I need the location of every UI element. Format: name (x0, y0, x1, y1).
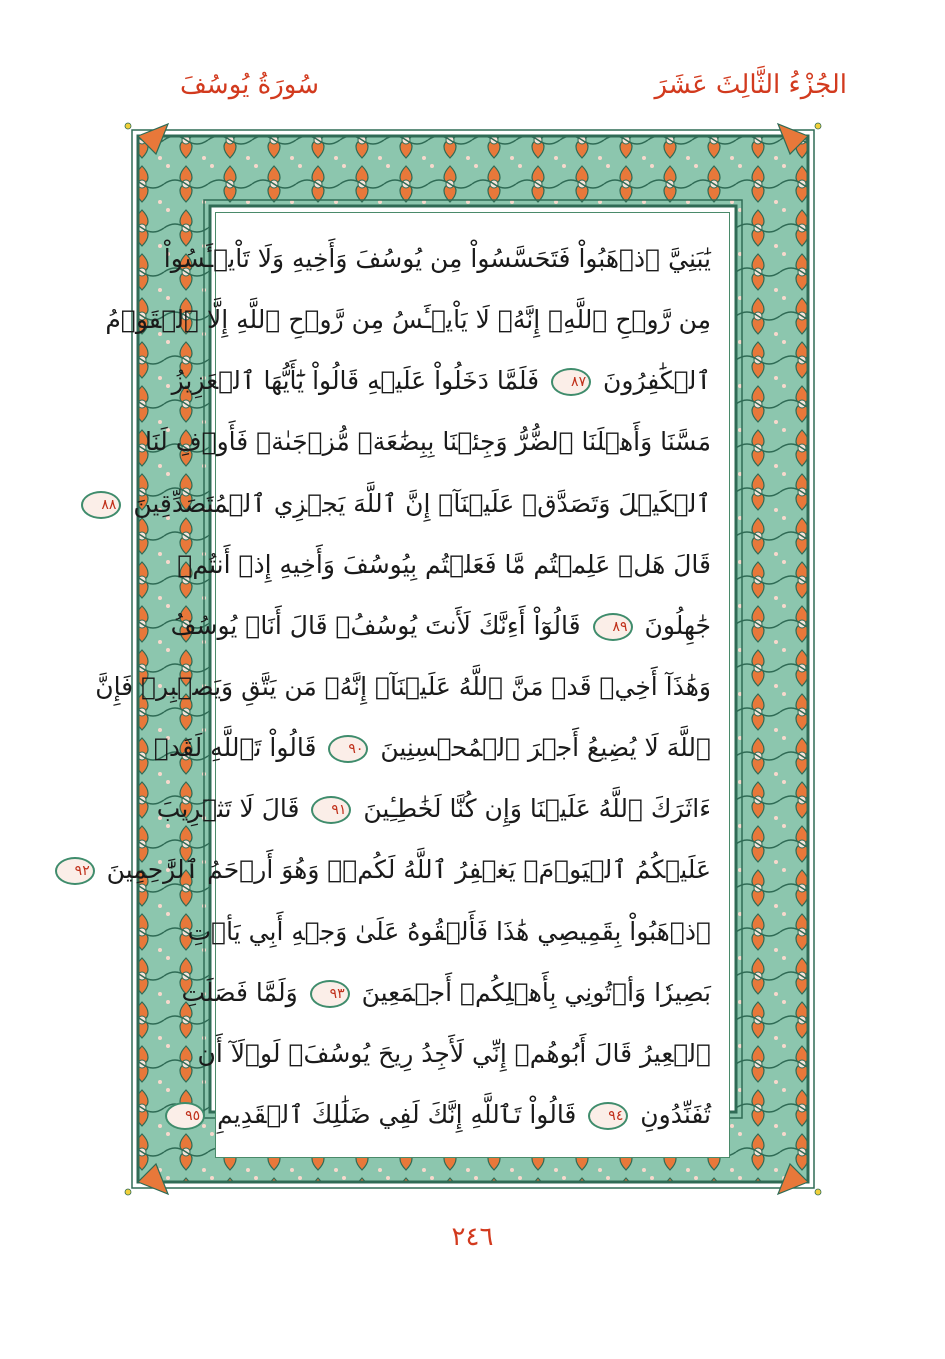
text-line (181, 965, 711, 1021)
line-text: بَصِيرٗا وَأۡتُونِي بِأَهۡلِكُمۡ أَجۡمَعِينَ (361, 977, 711, 1007)
text-line (185, 1087, 711, 1143)
text-line (177, 537, 711, 593)
verse-lines (74, 231, 711, 1143)
verse-number-marker: ٩١ (311, 796, 351, 824)
line-text: ءَاثَرَكَ ٱللَّهُ عَلَيۡنَا وَإِن كُنَّا لَخَٰطِـِٔينَ (363, 794, 711, 824)
line-text: ٱلۡعِيرُ قَالَ أَبُوهُمۡ إِنِّي لَأَجِدُ رِيحَ يُوسُفَۖ لَوۡلَآ أَن (197, 1038, 711, 1068)
line-text: مَسَّنَا وَأَهۡلَنَا ٱلضُّرُّ وَجِئۡنَا بِبِضَٰعَةٖ مُّزۡجَىٰةٖ فَأَوۡفِ لَنَا (144, 427, 711, 457)
text-line (74, 842, 711, 898)
text-line (171, 353, 711, 409)
line-text: ٱللَّهَ لَا يُضِيعُ أَجۡرَ ٱلۡمُحۡسِنِينَ (380, 733, 711, 763)
text-line (197, 1026, 711, 1082)
text-line (170, 598, 711, 654)
verse-number-marker: ٨٨ (81, 491, 121, 519)
verse-number-marker: ٩٣ (310, 980, 350, 1008)
text-line (101, 476, 711, 532)
line-text: ٱلۡكَٰفِرُونَ (603, 366, 711, 396)
surah-title: سُورَةُ يُوسُفَ (180, 70, 320, 100)
line-text: فَلَمَّا دَخَلُواْ عَلَيۡهِ قَالُواْ يَٰٓأَيُّهَا ٱلۡعَزِيزُ (171, 366, 540, 396)
page-number: ٢٤٦ (451, 1222, 494, 1252)
verse-number-marker: ٩٤ (588, 1102, 628, 1130)
verse-number-marker: ٨٩ (593, 613, 633, 641)
line-text: عَلَيۡكُمُ ٱلۡيَوۡمَۖ يَغۡفِرُ ٱللَّهُ لَكُمۡۖ وَهُوَ أَرۡحَمُ ٱلرَّٰحِمِينَ (106, 855, 711, 885)
line-text: قَالُواْ تَٱللَّهِ إِنَّكَ لَفِي ضَلَٰلِكَ ٱلۡقَدِيمِ (217, 1099, 577, 1129)
verse-number-marker: ٩٢ (55, 857, 95, 885)
line-text: قَالُوٓاْ أَءِنَّكَ لَأَنتَ يُوسُفُۖ قَالَ أَنَا۠ يُوسُفُ (170, 610, 581, 640)
line-text: قَالُواْ تَٱللَّهِ لَقَدۡ (153, 733, 317, 763)
verse-number-marker: ٨٧ (551, 368, 591, 396)
text-line (153, 720, 711, 776)
text-line (187, 904, 711, 960)
line-text: ٱذۡهَبُواْ بِقَمِيصِي هَٰذَا فَأَلۡقُوهُ عَلَىٰ وَجۡهِ أَبِي يَأۡتِ (187, 916, 711, 946)
line-text: قَالَ هَلۡ عَلِمۡتُم مَّا فَعَلۡتُم بِيُوسُفَ وَأَخِيهِ إِذۡ أَنتُمۡ (177, 549, 711, 579)
line-text: وَهَٰذَآ أَخِيۖ قَدۡ مَنَّ ٱللَّهُ عَلَيۡنَآۖ إِنَّهُۥ مَن يَتَّقِ وَيَصۡبِرۡ فَإِنَّ (95, 671, 711, 701)
line-text: وَلَمَّا فَصَلَتِ (181, 977, 298, 1007)
verse-number-marker: ٩٠ (328, 735, 368, 763)
text-line (105, 292, 711, 348)
verse-number-marker: ٩٥ (165, 1102, 205, 1130)
line-text: يَٰبَنِيَّ ٱذۡهَبُواْ فَتَحَسَّسُواْ مِن يُوسُفَ وَأَخِيهِ وَلَا تَاْيۡـَٔسُواْ (163, 244, 711, 273)
text-panel (74, 212, 730, 1158)
juz-title: الجُزْءُ الثَّالِثَ عَشَرَ (654, 70, 847, 100)
text-line (95, 659, 711, 715)
text-line (144, 414, 711, 470)
line-text: تُفَنِّدُونِ (640, 1099, 711, 1129)
text-line (156, 781, 711, 837)
line-text: جَٰهِلُونَ (644, 610, 711, 640)
line-text: قَالَ لَا تَثۡرِيبَ (156, 794, 300, 824)
line-text: ٱلۡكَيۡلَ وَتَصَدَّقۡ عَلَيۡنَآۖ إِنَّ ٱللَّهَ يَجۡزِي ٱلۡمُتَصَدِّقِينَ (133, 488, 711, 518)
line-text: مِن رَّوۡحِ ٱللَّهِۖ إِنَّهُۥ لَا يَاْيۡـَٔسُ مِن رَّوۡحِ ٱللَّهِ إِلَّا ٱلۡقَوۡمُ (105, 305, 711, 335)
text-line (163, 231, 711, 287)
